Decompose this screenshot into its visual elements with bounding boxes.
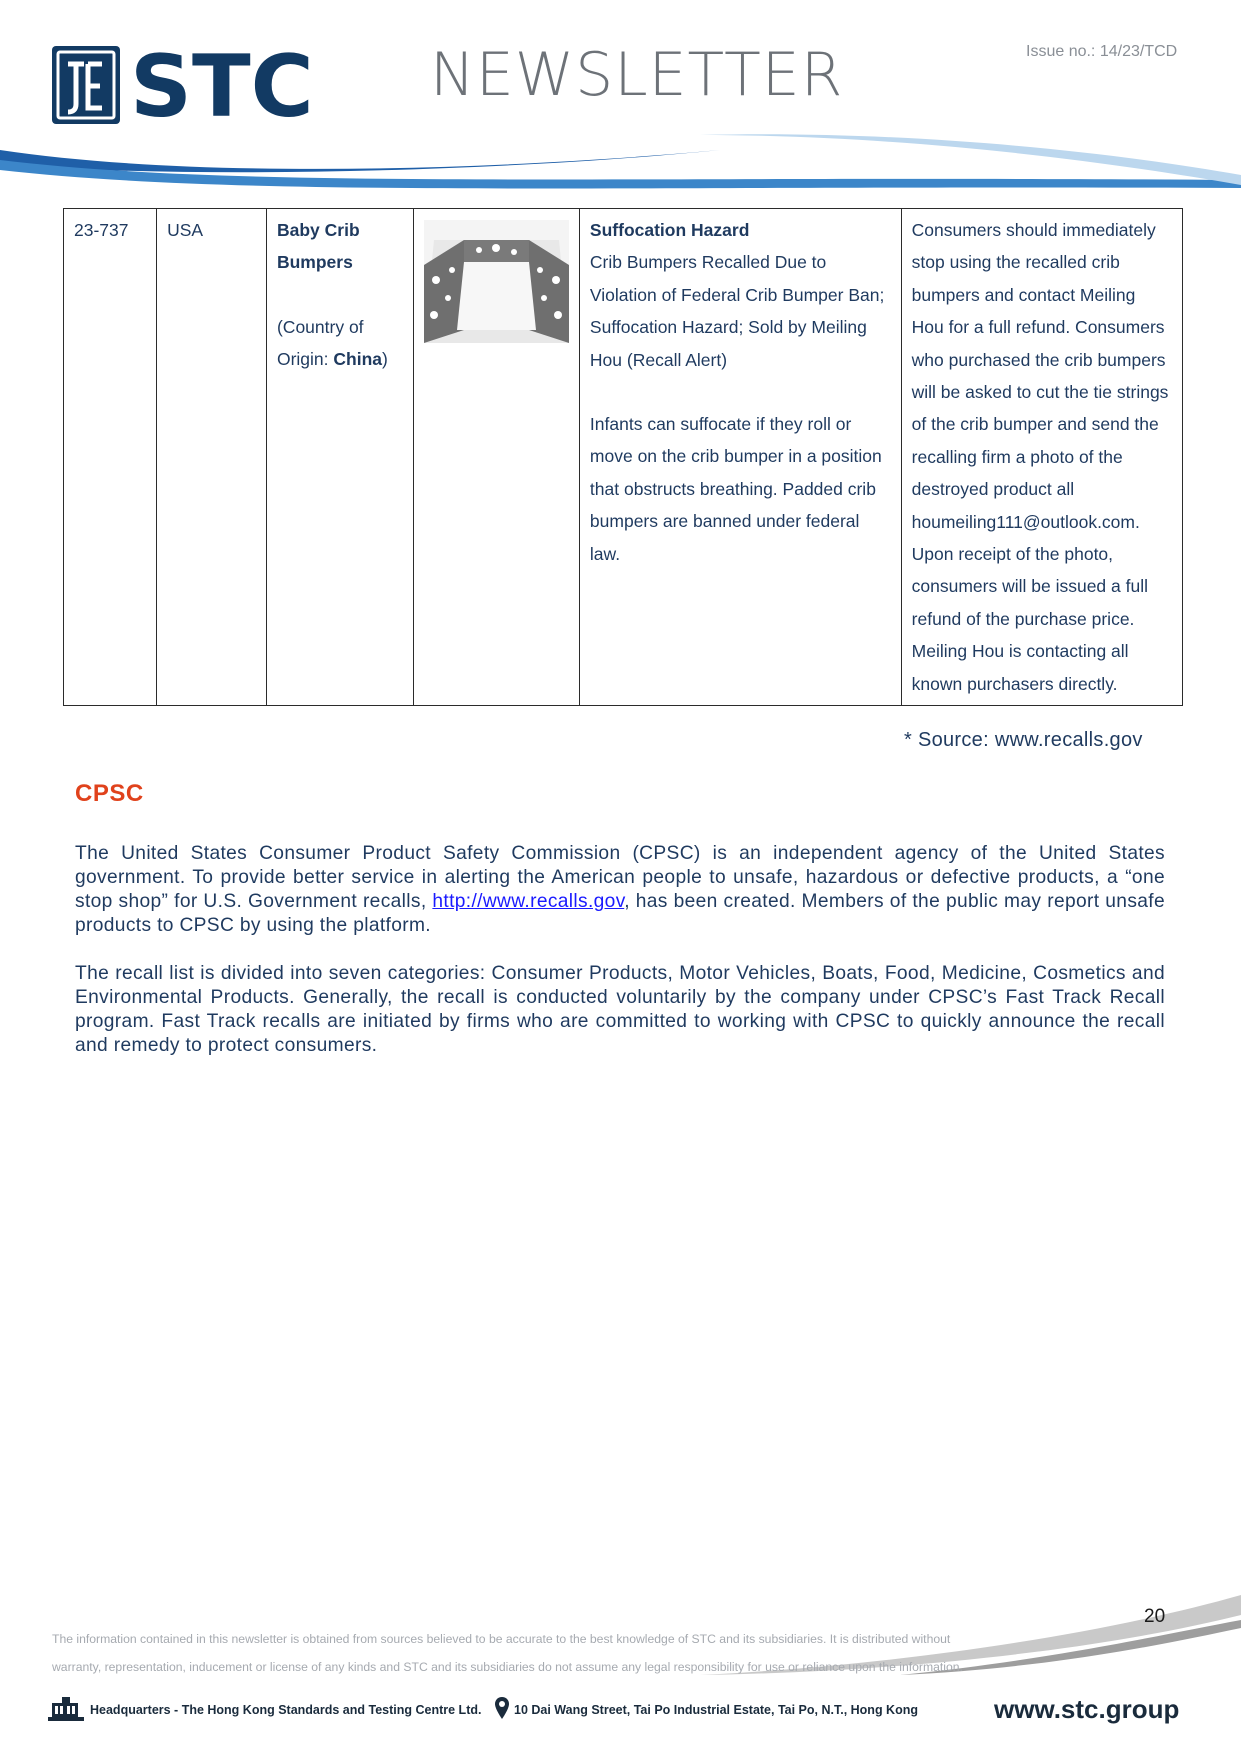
country-of-origin: (Country of Origin: China) [276, 316, 388, 370]
hazard-detail: Infants can suffocate if they roll or move on the crib bumper in a position that obstructs breathing. Padded crib bumpers are banned under federal law. [589, 414, 882, 564]
page-number: 20 [1144, 1606, 1166, 1627]
recall-id: 23-737 [64, 209, 157, 706]
issue-number: Issue no.: 14/23/TCD [1026, 43, 1178, 60]
cpsc-paragraph-1: The United States Consumer Product Safety Commission (CPSC) is an independent agency of the United States government. To provide better service in alerting the American people to unsafe, hazardous or defective products, a “one stop shop” for U.S. Government recalls, http://www.recalls.gov, has been created. Members of the public may report unsafe products to CPSC by using the platform. [75, 843, 1165, 936]
cpsc-paragraph-2: The recall list is divided into seven categories: Consumer Products, Motor Vehicles, Boats, Food, Medicine, Cosmetics and Environmental Products. Generally, the recall is conducted voluntarily by the company under CPSC’s Fast Track Recall program. Fast Track recalls are initiated by firms who are committed to working with CPSC to quickly announce the recall and remedy to protect consumers. [75, 963, 1165, 1056]
remedy-cell: Consumers should immediately stop using the recalled crib bumpers and contact Meiling Hou for a full refund. Consumers who purchased the crib bumpers will be asked to cut the tie strings of the crib bumper and send the recalling firm a photo of the destroyed product all houmeiling111@outlook.com. Upon receipt of the photo, consumers will be issued a full refund of the purchase price. Meiling Hou is contacting all known purchasers directly. [901, 209, 1182, 706]
newsletter-title: NEWSLETTER [430, 40, 844, 110]
stc-logo [50, 44, 352, 128]
headquarters-label: Headquarters - The Hong Kong Standards and Testing Centre Ltd. [90, 1703, 482, 1717]
source-note: * Source: www.recalls.gov [904, 729, 1143, 751]
address: 10 Dai Wang Street, Tai Po Industrial Estate, Tai Po, N.T., Hong Kong [514, 1703, 918, 1717]
section-heading: CPSC [75, 780, 144, 807]
product-image-cell [413, 209, 579, 706]
product-name: Baby Crib Bumpers [276, 220, 360, 273]
product-cell [266, 209, 413, 706]
recall-country: USA [157, 209, 267, 706]
hazard-summary: Crib Bumpers Recalled Due to Violation of Federal Crib Bumper Ban; Suffocation Hazard; Sold by Meiling Hou (Recall Alert) [589, 252, 885, 370]
building-icon [48, 1697, 84, 1721]
disclaimer: The information contained in this newsletter is obtained from sources believed to be accurate to the best knowledge of STC and its subsidiaries. It is distributed without warranty, representation, inducement or license of any kinds and STC and its subsidiaries do not assume any legal responsibility for use or reliance upon the information. [52, 1632, 963, 1674]
svg-text:STC: STC [130, 44, 314, 128]
recall-table [63, 208, 1183, 706]
crib-bumper-image [424, 220, 569, 343]
website-link[interactable]: www.stc.group [994, 1694, 1180, 1724]
table-row [64, 209, 1183, 706]
hazard-title: Suffocation Hazard [589, 220, 750, 240]
recalls-gov-link[interactable]: http://www.recalls.gov [432, 891, 625, 912]
header-swoosh [0, 130, 1241, 200]
hazard-cell [579, 209, 901, 706]
location-pin-icon [495, 1697, 509, 1719]
